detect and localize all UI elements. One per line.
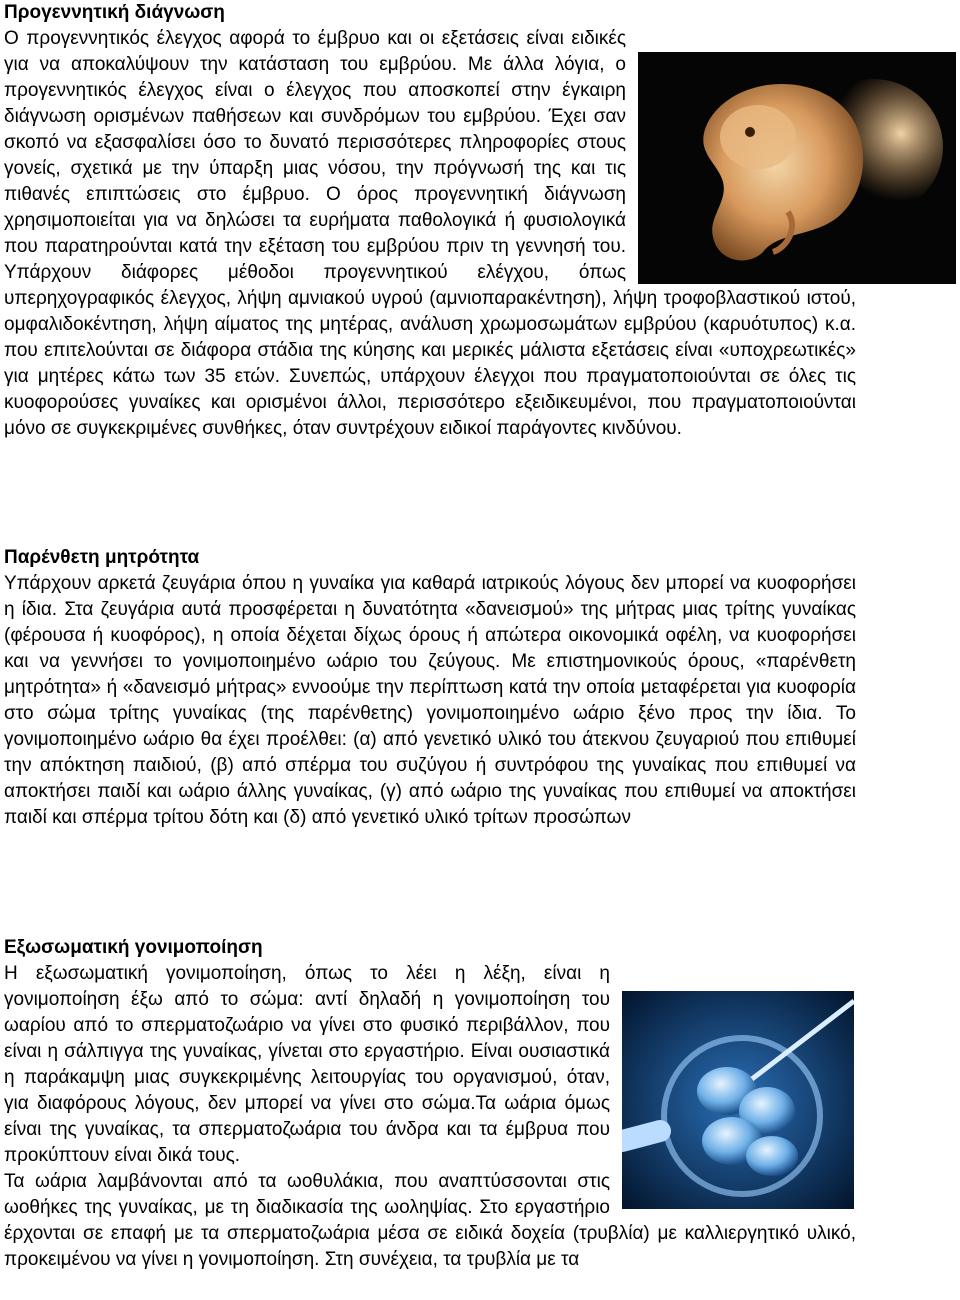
section-paragraph-2: Τα ωάρια λαμβάνονται από τα ωοθυλάκια, που αναπτύσσονται στις ωοθήκες της γυναίκας, με τη διαδικασία της ωοληψίας. Στο εργαστήριο έρχονται σε επαφή με τα σπερματοζωάρια μέσα σε ειδικά δοχεία (τρυβλία) με καλλιεργητικό υλικό, προκειμένου να γίνει η γονιμοποίηση. Στη συνέχεια, τα τρυβλία με τα <box>4 1171 856 1270</box>
section-heading: Παρένθετη μητρότητα <box>4 547 200 568</box>
section-surrogacy <box>4 545 856 831</box>
section-heading: Εξωσωματική γονιμοποίηση <box>4 937 263 958</box>
ivf-photo <box>622 991 854 1209</box>
section-ivf <box>4 935 856 1273</box>
section-paragraph: Η εξωσωματική γονιμοποίηση, όπως το λέει η λέξη, είναι η γονιμοποίηση έξω από το σώμα: αντί δηλαδή η γονιμοποίηση του ωαρίου από το σπερματοζωάριο να γίνει στο φυσικό περιβάλλον, που είναι η σάλπιγγα της γυναίκας, γίνεται στο εργαστήριο. Είναι ουσιαστικά η παράκαμψη μιας συγκεκριμένης λειτουργίας του οργανισμού, όταν, για διαφόρους λόγους, δεν μπορεί να γίνει στο σώμα.Τα ωάρια όμως είναι της γυναίκας, τα σπερματοζωάρια του άνδρα και τα έμβρυα που προκύπτουν είναι δικά τους. <box>4 963 610 1166</box>
section-prenatal-diagnosis <box>4 0 856 442</box>
embryo-photo <box>638 52 956 284</box>
section-paragraph: Ο προγεννητικός έλεγχος αφορά το έμβρυο και οι εξετάσεις είναι ειδικές για να αποκαλύψουν την κατάσταση του εμβρύου. Με άλλα λόγια, ο προγεννητικός έλεγχος είναι ο έλεγχος που αποσκοπεί στην έγκαιρη διάγνωση ορισμένων παθήσεων και συνδρόμων του εμβρύου. Έχει σαν σκοπό να εξασφαλίσει όσο το δυνατό περισσότερες πληροφορίες στους γονείς, σχετικά με την ύπαρξη μιας νόσου, την πρόγνωσή της και τις πιθανές επιπτώσεις στο έμβρυο. Ο όρος προγεννητική διάγνωση χρησιμοποιείται για να δηλώσει τα ευρήματα παθολογικά ή φυσιολογικά που παρατηρούνται κατά την εξέταση του εμβρύου πριν τη γεννησή του. Υπάρχουν διάφορες μέθοδοι προγεννητικού ελέγχου, όπως υπερηχογραφικός έλεγχος, λήψη αμνιακού υγρού (αμνιοπαρακέντηση), λήψη τροφοβλαστικού ιστού, ομφαλιδοκέντηση, λήψη αίματος της μητέρας, ανάλυση χρωμοσωμάτων εμβρύου (καρυότυπος) κ.α. που επιτελούνται σε διάφορα στάδια της κύησης και μερικές μάλιστα εξετάσεις είναι «υποχρεωτικές» για μητέρες κάτω των 35 ετών. Συνεπώς, υπάρχουν έλεγχοι που πραγματοποιούνται σε όλες τις κυοφορούσες γυναίκες και ορισμένοι άλλοι, περισσότερο εξειδικευμένοι, που πραγματοποιούνται μόνο σε συγκεκριμένες συνθήκες, όταν συντρέχουν ειδικοί παράγοντες κινδύνου. <box>4 28 856 439</box>
section-heading: Προγεννητική διάγνωση <box>4 2 225 23</box>
section-paragraph: Υπάρχουν αρκετά ζευγάρια όπου η γυναίκα για καθαρά ιατρικούς λόγους δεν μπορεί να κυοφορήσει η ίδια. Στα ζευγάρια αυτά προσφέρεται η δυνατότητα «δανεισμού» της μήτρας μιας τρίτης γυναίκας (φέρουσα ή κυοφόρος), η οποία δέχεται δίχως όρους ή απώτερα οικονομικά οφέλη, να κυοφορήσει και να γεννήσει το γονιμοποιημένο ωάριο του ζεύγους. Με επιστημονικούς όρους, «παρένθετη μητρότητα» ή «δανεισμό μήτρας» εννοούμε την περίπτωση κατά την οποία μεταφέρεται για κυοφορία στο σώμα τρίτης γυναίκας (της παρένθετης) γονιμοποιημένο ωάριο ξένο προς την ίδια. Το γονιμοποιημένο ωάριο θα έχει προέλθει: (α) από γενετικό υλικό του άτεκνου ζευγαριού που επιθυμεί την απόκτηση παιδιού, (β) από σπέρμα του συζύγου ή συντρόφου της γυναίκας που επιθυμεί να αποκτήσει παιδί και ωάριο άλλης γυναίκας, (γ) από ωάριο της γυναίκας που επιθυμεί να αποκτήσει παιδί και σπέρμα τρίτου δότη και (δ) από γενετικό υλικό τρίτων προσώπων <box>4 573 856 828</box>
